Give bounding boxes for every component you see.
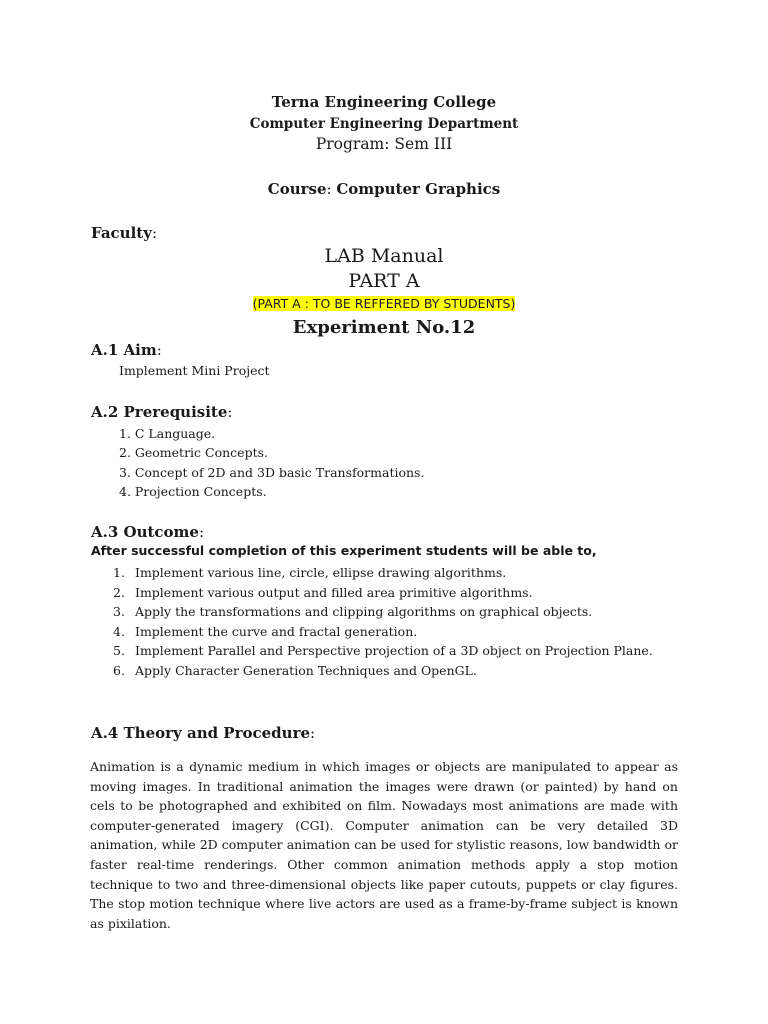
aim-heading-text: A.1 Aim xyxy=(91,341,157,359)
theory-heading xyxy=(91,724,315,742)
list-number: 4. xyxy=(113,623,125,639)
college-name: Terna Engineering College xyxy=(271,93,497,111)
part-note-highlight: (PART A : TO BE REFFERED BY STUDENTS) xyxy=(252,296,516,311)
list-number: 3. xyxy=(113,604,125,619)
list-item: 2. Geometric Concepts. xyxy=(119,445,268,461)
outcome-heading-colon: : xyxy=(198,523,205,541)
lab-manual-title: LAB Manual xyxy=(324,245,444,267)
list-text: Implement various line, circle, ellipse drawing algorithms. xyxy=(135,565,507,580)
list-text: Apply the transformations and clipping algorithms on graphical objects. xyxy=(135,604,593,619)
list-text: Implement various output and filled area primitive algorithms. xyxy=(135,584,533,600)
department-name: Computer Engineering Department xyxy=(249,116,519,132)
list-item: 1. C Language. xyxy=(119,426,216,441)
list-number: 1. xyxy=(113,565,125,580)
list-item xyxy=(113,641,653,661)
aim-text: Implement Mini Project xyxy=(119,363,270,378)
course-name: Computer Graphics xyxy=(336,180,501,198)
list-item xyxy=(113,602,653,622)
theory-paragraph: Animation is a dynamic medium in which images or objects are manipulated to appear as moving images. In traditional animation the images were drawn (or painted) by hand on cels to be photographed and exhibited on film. Nowadays most animations are made with computer-generated imagery (CGI). Computer animation can be very detailed 3D animation, while 2D computer animation can be used for stylistic reasons, low bandwidth or faster real-time renderings. Other common animation methods apply a stop motion technique to two and three-dimensional objects like paper cutouts, puppets or clay figures. The stop motion technique where live actors are used as a frame-by-frame subject is known as pixilation. xyxy=(90,759,678,931)
theory-heading-text: A.4 Theory and Procedure xyxy=(91,724,311,742)
part-title: PART A xyxy=(348,270,420,292)
list-item: 4. Projection Concepts. xyxy=(119,483,267,499)
course-separator: : xyxy=(326,180,337,198)
outcome-heading-text: A.3 Outcome xyxy=(91,523,199,541)
outcome-heading xyxy=(91,523,204,541)
experiment-title: Experiment No.12 xyxy=(292,317,476,338)
list-text: Implement Parallel and Perspective projection of a 3D object on Projection Plane. xyxy=(135,643,653,658)
program-line: Program: Sem III xyxy=(315,135,453,153)
part-note xyxy=(0,296,768,311)
outcome-intro: After successful completion of this experiment students will be able to, xyxy=(91,543,597,558)
theory-heading-colon: : xyxy=(310,724,316,742)
list-number: 2. xyxy=(113,584,125,600)
prerequisite-heading-text: A.2 Prerequisite xyxy=(91,403,228,421)
faculty-line xyxy=(91,224,157,242)
outcome-list xyxy=(113,563,653,680)
list-item xyxy=(113,622,653,642)
list-text: Implement the curve and fractal generation. xyxy=(135,623,418,639)
list-item xyxy=(113,563,653,583)
aim-heading-colon: : xyxy=(156,341,162,359)
course-label: Course xyxy=(267,180,327,198)
list-number: 5. xyxy=(113,643,125,658)
aim-heading xyxy=(91,341,162,359)
list-number: 6. xyxy=(113,662,125,678)
prerequisite-heading-colon: : xyxy=(227,403,233,421)
faculty-colon: : xyxy=(151,224,157,242)
list-item: 3. Concept of 2D and 3D basic Transformations. xyxy=(119,464,425,480)
list-item xyxy=(113,583,653,603)
list-item xyxy=(113,661,653,681)
prerequisite-heading xyxy=(91,403,232,421)
prerequisite-list xyxy=(119,424,424,501)
course-line xyxy=(0,180,768,198)
faculty-label: Faculty xyxy=(91,224,152,242)
list-text: Apply Character Generation Techniques and OpenGL. xyxy=(135,662,477,678)
